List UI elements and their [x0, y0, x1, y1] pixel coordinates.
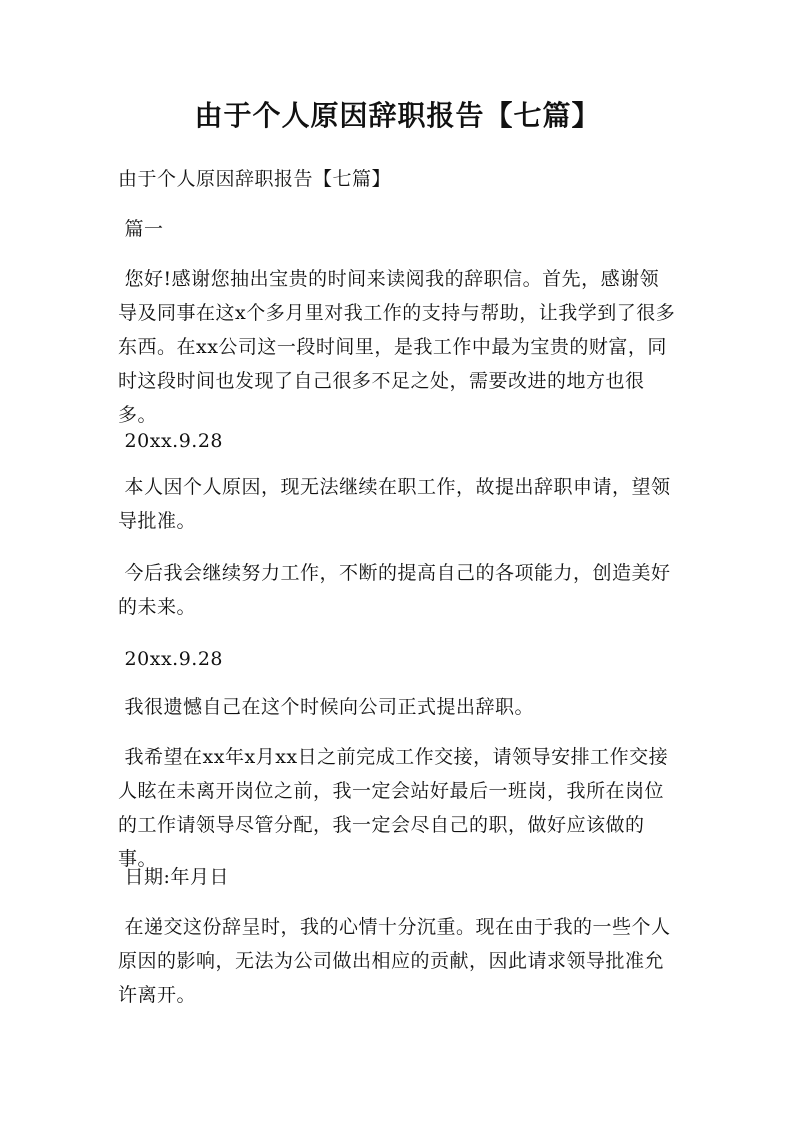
date-paragraph: 日期:年月日 [118, 866, 229, 888]
body-paragraph: 我很遗憾自己在这个时候向公司正式提出辞职。 [118, 696, 535, 718]
subtitle-paragraph: 由于个人原因辞职报告【七篇】 [118, 168, 392, 190]
body-paragraph: 本人因个人原因，现无法继续在职工作，故提出辞职申请，望领导批准。 [118, 476, 671, 532]
body-paragraph: 您好!感谢您抽出宝贵的时间来读阅我的辞职信。首先，感谢领导及同事在这x个多月里对我工作的支持与帮助，让我学到了很多东西。在xx公司这一段时间里，是我工作中最为宝贵的财富，同时这段时间也发现了自己很多不足之处，需要改进的地方也很多。 [118, 268, 676, 426]
document-title: 由于个人原因辞职报告【七篇】 [194, 99, 601, 132]
body-paragraph: 我希望在xx年x月xx日之前完成工作交接，请领导安排工作交接人眩在未离开岗位之前，我一定会站好最后一班岗，我所在岗位的工作请领导尽管分配，我一定会尽自己的职，做好应该做的事。 [118, 746, 669, 870]
body-paragraph: 今后我会继续努力工作，不断的提高自己的各项能力，创造美好的未来。 [118, 562, 671, 618]
section-heading: 篇一 [118, 218, 164, 240]
date-paragraph: 20xx.9.28 [118, 648, 223, 670]
body-paragraph: 在递交这份辞呈时，我的心情十分沉重。现在由于我的一些个人原因的影响，无法为公司做出相应的贡献，因此请求领导批准允许离开。 [118, 916, 671, 1006]
date-paragraph: 20xx.9.28 [118, 430, 223, 452]
